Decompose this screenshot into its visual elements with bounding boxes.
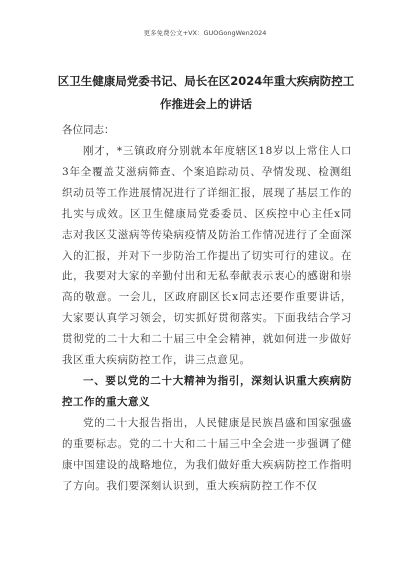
body-paragraph: 党的二十大报告指出，人民健康是民族昌盛和国家强盛的重要标志。党的二十大和二十届三中全会进一步强调了健康中国建设的战略地位，为我们做好重大疾病防控工作指明了方向。我们要深刻认识到，重大疾病防控工作不仅	[62, 416, 352, 492]
body-paragraph: 刚才，*三镇政府分别就本年度辖区18岁以上常住人口3年全覆盖艾滋病筛查、个案追踪动员、孕情发现、检测组织动员等工作进展情况进行了详细汇报，展现了基层工作的扎实与成效。区卫生健康局党委委员、区疾控中心主任x同志对我区艾滋病等传染病疫情及防治工作情况进行了全面深入的汇报，并对下一步防治工作提出了切实可行的建议。在此，我要对大家的辛勤付出和无私奉献表示衷心的感谢和崇高的敬意。一会儿，区政府副区长x同志还要作重要讲话，大家要认真学习领会，切实抓好贯彻落实。下面我结合学习贯彻党的二十大和二十届三中全会精神，就如何进一步做好我区重大疾病防控工作，讲三点意见。	[62, 145, 352, 367]
salutation: 各位同志：	[62, 124, 115, 136]
header-note: 更多免费公文+VX：GUOGongWen2024	[143, 29, 267, 37]
document-title: 区卫生健康局党委书记、局长在区2024年重大疾病防控工作推进会上的讲话	[57, 74, 355, 111]
section-heading: 一、要以党的二十大精神为指引，深刻认识重大疾病防控工作的重大意义	[62, 374, 352, 408]
document-body	[62, 141, 352, 497]
